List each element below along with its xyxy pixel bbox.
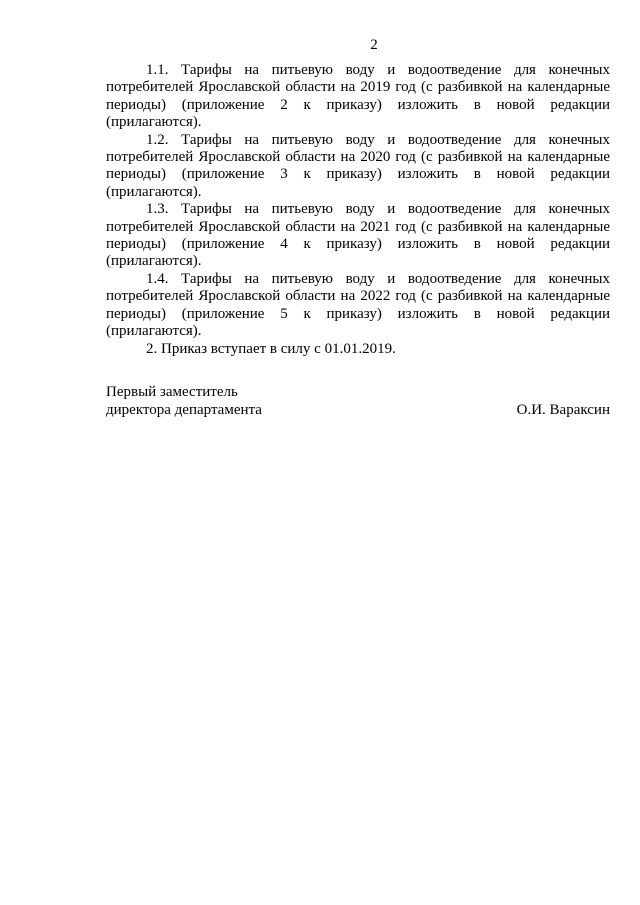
paragraph-2: 2. Приказ вступает в силу с 01.01.2019. xyxy=(146,340,396,357)
paragraph-1-3: 1.3. Тарифы на питьевую воду и водоотведение для конечных потребителей Ярославской области на 2021 год (с разбивкой на календарные периоды) (приложение 4 к приказу) изложить в новой редакции (прилагаются). xyxy=(106,201,610,270)
paragraph-1-4: 1.4. Тарифы на питьевую воду и водоотведение для конечных потребителей Ярославской области на 2022 год (с разбивкой на календарные периоды) (приложение 5 к приказу) изложить в новой редакции (прилагаются). xyxy=(106,270,610,340)
signer-name: О.И. Вараксин xyxy=(516,402,610,418)
signer-position-line-1: Первый заместитель xyxy=(106,384,238,400)
document-body xyxy=(106,62,610,358)
page-number: 2 xyxy=(370,37,378,53)
paragraph-1-2: 1.2. Тарифы на питьевую воду и водоотведение для конечных потребителей Ярославской области на 2020 год (с разбивкой на календарные периоды) (приложение 3 к приказу) изложить в новой редакции (прилагаются). xyxy=(106,131,610,200)
signature-row xyxy=(106,401,610,419)
paragraph-1-1: 1.1. Тарифы на питьевую воду и водоотведение для конечных потребителей Ярославской области на 2019 год (с разбивкой на календарные периоды) (приложение 2 к приказу) изложить в новой редакции (прилагаются). xyxy=(106,62,610,131)
signature-block xyxy=(106,383,610,419)
signer-position-line-2: директора департамента xyxy=(106,402,262,418)
